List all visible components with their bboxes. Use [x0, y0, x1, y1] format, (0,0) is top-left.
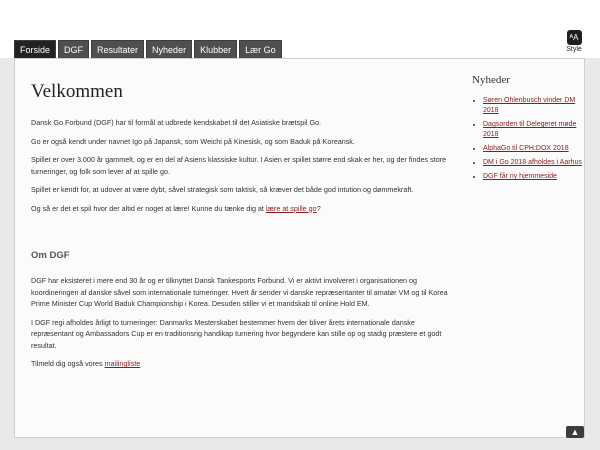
- tab-forside[interactable]: Forside: [14, 40, 56, 58]
- learn-paragraph: [31, 203, 451, 215]
- news-title: Nyheder: [472, 74, 510, 86]
- list-item: [483, 96, 582, 116]
- names-paragraph: Go er også kendt under navnet Igo på Japansk, som Weichi på Kinesisk, og som Baduk på Koreansk.: [31, 136, 355, 146]
- tab-laer-go[interactable]: Lær Go: [239, 40, 282, 58]
- news-link[interactable]: DM i Go 2018 afholdes i Aarhus: [483, 159, 582, 166]
- main-content: [31, 81, 451, 377]
- news-link[interactable]: Søren Ohlenbusch vinder DM 2018: [483, 97, 576, 114]
- style-label: Style: [566, 46, 582, 53]
- mailinglist-text: Tilmeld dig også vores: [31, 359, 105, 368]
- about-paragraph: DGF har eksisteret i mere end 30 år og er tilknyttet Dansk Tankesports Forbund. Vi er aktivt involveret i organisationen og koordineringen af danske såvel som internationale turneringer. Hvert år sender vi danske repræsentanter til amatør VM og til Korea Prime Minister Cup World Baduk Championship i Korea. Desuden stiller vi et mandskab til online Hold EM.: [31, 276, 448, 308]
- content-panel: [14, 58, 585, 438]
- text-size-icon: ᴬA: [567, 30, 582, 45]
- mailinglist-link[interactable]: mailingliste: [104, 359, 141, 368]
- list-item: [483, 158, 582, 168]
- list-item: [483, 172, 582, 182]
- news-sidebar: [472, 74, 582, 186]
- list-item: [483, 120, 582, 140]
- list-item: [483, 144, 582, 154]
- news-link[interactable]: DGF får ny hjemmeside: [483, 173, 557, 180]
- chevron-up-icon: ▲: [570, 427, 580, 437]
- tab-resultater[interactable]: Resultater: [91, 40, 144, 58]
- news-link[interactable]: Dagsorden til Delegeret møde 2018: [483, 121, 577, 138]
- strategy-paragraph: Spillet er kendt for, at udover at være dybt, såvel strategisk som taktisk, så kræver det både god intution og dømmekraft.: [31, 185, 414, 194]
- news-list: [472, 96, 582, 182]
- tab-klubber[interactable]: Klubber: [194, 40, 237, 58]
- about-heading: Om DGF: [31, 250, 70, 261]
- tournaments-paragraph: I DGF regi afholdes årligt to turneringer: Danmarks Mesterskabet bestemmer hvem der bliver årets internationale danske repræsentant og Ambassadors Cup er en traditionsrig handikap turnering hvor begyndere kan stille op og stadig præstere et godt resultat.: [31, 317, 442, 350]
- learn-go-link[interactable]: lære at spille go: [265, 203, 317, 213]
- learn-suffix: ?: [316, 203, 321, 213]
- top-bar: [0, 0, 600, 58]
- main-nav: [14, 40, 282, 58]
- back-to-top-button[interactable]: [566, 426, 584, 438]
- page-title: Velkommen: [31, 81, 123, 102]
- style-button[interactable]: [563, 30, 585, 53]
- intro-paragraph: Dansk Go Forbund (DGF) har til formål at udbrede kendskabet til det Asiatiske brætspil Go.: [31, 118, 322, 127]
- mailinglist-paragraph: [31, 358, 451, 370]
- tab-dgf[interactable]: DGF: [58, 40, 89, 58]
- history-paragraph: Spillet er over 3.000 år gammelt, og er en del af Asiens klassiske kultur. I Asien er spillet større end skak er her, og der findes store turneringer, og folk som lever af at spille go.: [31, 155, 447, 176]
- news-link[interactable]: AlphaGo til CPH:DOX 2018: [483, 145, 569, 152]
- learn-text: Og så er det et spil hvor der altid er noget at lære! Kunne du tænke dig at: [31, 203, 266, 213]
- tab-nyheder[interactable]: Nyheder: [146, 40, 192, 58]
